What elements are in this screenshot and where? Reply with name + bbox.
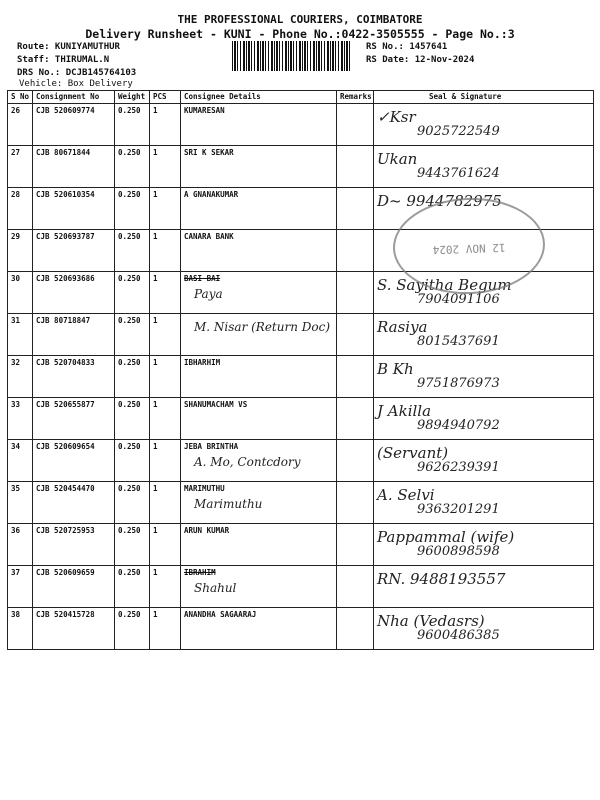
consignment-cell: CJB 520704833 — [33, 356, 115, 398]
barcode — [232, 41, 350, 71]
sno-cell: 37 — [8, 566, 33, 608]
col-header-pcs: PCS — [150, 91, 181, 104]
runsheet-table — [7, 90, 594, 650]
pcs-cell: 1 — [150, 608, 181, 650]
pcs-cell: 1 — [150, 566, 181, 608]
consignee-cell: MARIMUTHU Marimuthu — [181, 482, 337, 524]
handwritten-signature: S. Sayitha Begum — [377, 276, 512, 294]
consignee-cell: KUMARESAN — [181, 104, 337, 146]
remarks-cell — [337, 230, 374, 272]
pcs-cell: 1 — [150, 188, 181, 230]
remarks-cell — [337, 272, 374, 314]
signature-cell — [374, 398, 594, 440]
table-row — [8, 608, 594, 650]
consignment-cell: CJB 520609654 — [33, 440, 115, 482]
consignment-cell: CJB 520415728 — [33, 608, 115, 650]
drs-number: DRS No.: DCJB145764103 — [17, 68, 137, 78]
pcs-cell: 1 — [150, 104, 181, 146]
weight-cell: 0.250 — [115, 272, 150, 314]
rs-number: RS No.: 1457641 — [366, 42, 448, 52]
sno-cell: 26 — [8, 104, 33, 146]
remarks-cell — [337, 314, 374, 356]
sno-cell: 32 — [8, 356, 33, 398]
weight-cell: 0.250 — [115, 356, 150, 398]
handwritten-signature: D~ 9944782975 — [377, 192, 502, 210]
handwritten-phone: 9025722549 — [417, 124, 500, 139]
consignment-cell: CJB 520725953 — [33, 524, 115, 566]
col-header-remarks: Remarks — [337, 91, 374, 104]
pcs-cell: 1 — [150, 482, 181, 524]
col-header-consignment: Consignment No — [33, 91, 115, 104]
remarks-cell — [337, 398, 374, 440]
consignee-cell: SHANUMACHAM VS — [181, 398, 337, 440]
handwritten-signature: Nha (Vedasrs) — [377, 612, 485, 630]
handwritten-receiver: Shahul — [194, 581, 237, 595]
consignee-cell: ANANDHA SAGAARAJ — [181, 608, 337, 650]
consignment-cell: CJB 520609659 — [33, 566, 115, 608]
pcs-cell: 1 — [150, 524, 181, 566]
rs-date: RS Date: 12-Nov-2024 — [366, 55, 475, 65]
signature-cell — [374, 104, 594, 146]
remarks-cell — [337, 566, 374, 608]
consignment-cell: CJB 520610354 — [33, 188, 115, 230]
sno-cell: 38 — [8, 608, 33, 650]
weight-cell: 0.250 — [115, 482, 150, 524]
remarks-cell — [337, 524, 374, 566]
handwritten-signature: Ukan — [377, 150, 418, 168]
handwritten-signature: (Servant) — [377, 444, 449, 462]
consignment-cell: CJB 520693686 — [33, 272, 115, 314]
consignment-cell: CJB 520454470 — [33, 482, 115, 524]
signature-cell — [374, 482, 594, 524]
table-row — [8, 104, 594, 146]
consignment-cell: CJB 520655877 — [33, 398, 115, 440]
handwritten-signature: RN. 9488193557 — [377, 570, 506, 588]
consignee-cell: ARUN KUMAR — [181, 524, 337, 566]
handwritten-phone: 9751876973 — [417, 376, 500, 391]
table-row — [8, 524, 594, 566]
consignee-cell: A GNANAKUMAR — [181, 188, 337, 230]
handwritten-signature: A. Selvi — [377, 486, 435, 504]
signature-cell — [374, 356, 594, 398]
pcs-cell: 1 — [150, 230, 181, 272]
route-label: Route: KUNIYAMUTHUR — [17, 42, 120, 52]
consignee-cell: CANARA BANK — [181, 230, 337, 272]
handwritten-receiver: Marimuthu — [194, 497, 263, 511]
handwritten-phone: 7904091106 — [417, 292, 500, 307]
consignee-cell: SRI K SEKAR — [181, 146, 337, 188]
signature-cell — [374, 314, 594, 356]
handwritten-signature: J Akilla — [377, 402, 432, 420]
runsheet-title: Delivery Runsheet - KUNI - Phone No.:0422-3505555 - Page No.:3 — [85, 27, 515, 41]
pcs-cell: 1 — [150, 314, 181, 356]
col-header-sno: S No — [8, 91, 33, 104]
col-header-weight: Weight — [115, 91, 150, 104]
sno-cell: 28 — [8, 188, 33, 230]
signature-cell — [374, 608, 594, 650]
sno-cell: 35 — [8, 482, 33, 524]
consignment-cell: CJB 520609774 — [33, 104, 115, 146]
table-row — [8, 566, 594, 608]
sno-cell: 33 — [8, 398, 33, 440]
consignee-cell — [181, 314, 337, 356]
weight-cell: 0.250 — [115, 440, 150, 482]
remarks-cell — [337, 356, 374, 398]
pcs-cell: 1 — [150, 398, 181, 440]
remarks-cell — [337, 440, 374, 482]
weight-cell: 0.250 — [115, 314, 150, 356]
weight-cell: 0.250 — [115, 146, 150, 188]
remarks-cell — [337, 104, 374, 146]
table-row — [8, 482, 594, 524]
company-title: THE PROFESSIONAL COURIERS, COIMBATORE — [177, 13, 423, 26]
consignee-cell: JEBA BRINTHA A. Mo, Contcdory — [181, 440, 337, 482]
table-row — [8, 398, 594, 440]
pcs-cell: 1 — [150, 146, 181, 188]
weight-cell: 0.250 — [115, 566, 150, 608]
handwritten-receiver: Paya — [194, 287, 223, 301]
sno-cell: 27 — [8, 146, 33, 188]
consignment-cell: CJB 80671844 — [33, 146, 115, 188]
weight-cell: 0.250 — [115, 398, 150, 440]
table-row — [8, 146, 594, 188]
table-row — [8, 314, 594, 356]
consignment-cell: CJB 80718847 — [33, 314, 115, 356]
sno-cell: 29 — [8, 230, 33, 272]
handwritten-phone: 9363201291 — [417, 502, 500, 517]
signature-cell — [374, 524, 594, 566]
handwritten-signature: B Kh — [377, 360, 414, 378]
signature-cell — [374, 146, 594, 188]
weight-cell: 0.250 — [115, 188, 150, 230]
consignment-cell: CJB 520693787 — [33, 230, 115, 272]
weight-cell: 0.250 — [115, 608, 150, 650]
sno-cell: 36 — [8, 524, 33, 566]
handwritten-phone: 9443761624 — [417, 166, 500, 181]
col-header-consignee: Consignee Details — [181, 91, 337, 104]
table-row — [8, 356, 594, 398]
staff-label: Staff: THIRUMAL.N — [17, 55, 110, 65]
pcs-cell: 1 — [150, 272, 181, 314]
remarks-cell — [337, 146, 374, 188]
table-header-row — [8, 91, 594, 104]
handwritten-receiver: M. Nisar (Return Doc) — [194, 320, 331, 334]
handwritten-phone: 9600486385 — [417, 628, 500, 643]
col-header-signature: Seal & Signature — [374, 91, 594, 104]
handwritten-phone: 8015437691 — [417, 334, 500, 349]
vehicle-label: Vehicle: Box Delivery — [19, 79, 133, 89]
handwritten-receiver: A. Mo, Contcdory — [194, 455, 301, 469]
sno-cell: 30 — [8, 272, 33, 314]
remarks-cell — [337, 482, 374, 524]
table-row — [8, 440, 594, 482]
delivery-stamp: 12 NOV 2024 — [391, 195, 546, 296]
weight-cell: 0.250 — [115, 104, 150, 146]
handwritten-phone: 9600898598 — [417, 544, 500, 559]
pcs-cell: 1 — [150, 440, 181, 482]
consignee-cell: BASI BAI Paya — [181, 272, 337, 314]
handwritten-phone: 9894940792 — [417, 418, 500, 433]
pcs-cell: 1 — [150, 356, 181, 398]
consignee-cell: IBRAHIM Shahul — [181, 566, 337, 608]
consignee-cell: IBHARHIM — [181, 356, 337, 398]
weight-cell: 0.250 — [115, 230, 150, 272]
sno-cell: 31 — [8, 314, 33, 356]
handwritten-phone: 9626239391 — [417, 460, 500, 475]
remarks-cell — [337, 188, 374, 230]
handwritten-signature: Pappammal (wife) — [377, 528, 515, 546]
remarks-cell — [337, 608, 374, 650]
handwritten-signature: ✓Ksr — [377, 108, 416, 126]
signature-cell — [374, 440, 594, 482]
handwritten-signature: Rasiya — [377, 318, 428, 336]
signature-cell — [374, 566, 594, 608]
weight-cell: 0.250 — [115, 524, 150, 566]
sno-cell: 34 — [8, 440, 33, 482]
